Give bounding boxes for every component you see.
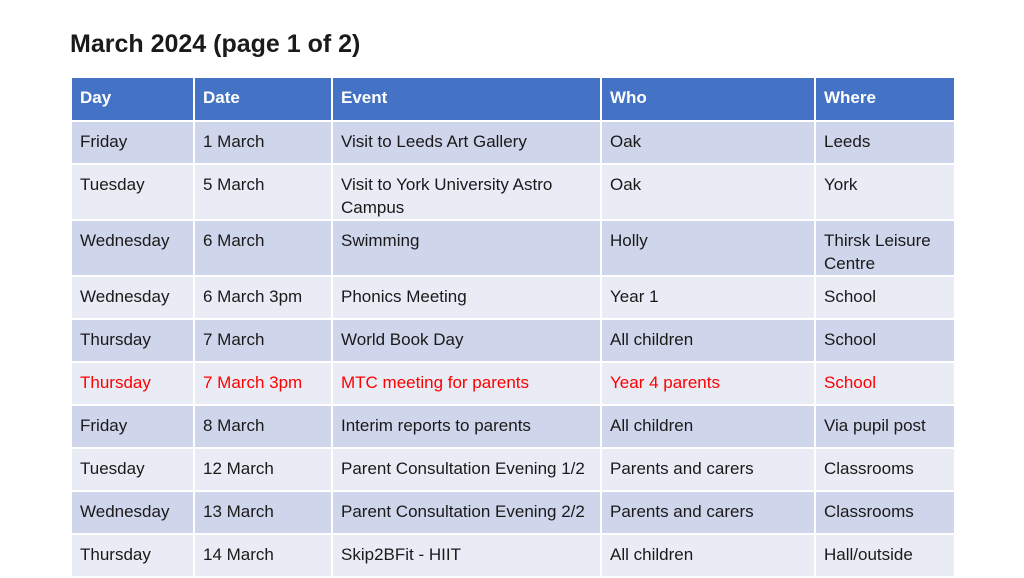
cell-event: Interim reports to parents xyxy=(332,405,601,448)
cell-event: Skip2BFit - HIIT xyxy=(332,534,601,577)
cell-where: School xyxy=(815,276,955,319)
cell-day: Friday xyxy=(71,121,194,164)
cell-event: Visit to York University Astro Campus xyxy=(332,164,601,220)
cell-where: Classrooms xyxy=(815,448,955,491)
cell-event: MTC meeting for parents xyxy=(332,362,601,405)
cell-date: 7 March xyxy=(194,319,332,362)
page-title: March 2024 (page 1 of 2) xyxy=(70,30,361,58)
cell-date: 6 March xyxy=(194,220,332,276)
column-header-who: Who xyxy=(601,77,815,121)
cell-where: Thirsk Leisure Centre xyxy=(815,220,955,276)
cell-who: All children xyxy=(601,534,815,577)
cell-event: World Book Day xyxy=(332,319,601,362)
cell-day: Wednesday xyxy=(71,491,194,534)
cell-who: Oak xyxy=(601,121,815,164)
cell-who: All children xyxy=(601,405,815,448)
cell-date: 7 March 3pm xyxy=(194,362,332,405)
cell-event: Visit to Leeds Art Gallery xyxy=(332,121,601,164)
table-row-highlighted xyxy=(71,362,955,405)
cell-event: Phonics Meeting xyxy=(332,276,601,319)
cell-event: Parent Consultation Evening 1/2 xyxy=(332,448,601,491)
cell-who: Holly xyxy=(601,220,815,276)
cell-day: Wednesday xyxy=(71,276,194,319)
cell-day: Friday xyxy=(71,405,194,448)
cell-who: Year 1 xyxy=(601,276,815,319)
cell-date: 13 March xyxy=(194,491,332,534)
cell-who: All children xyxy=(601,319,815,362)
column-header-where: Where xyxy=(815,77,955,121)
table-row xyxy=(71,405,955,448)
cell-where: Hall/outside xyxy=(815,534,955,577)
cell-event: Swimming xyxy=(332,220,601,276)
cell-day: Thursday xyxy=(71,362,194,405)
cell-where: School xyxy=(815,362,955,405)
cell-date: 8 March xyxy=(194,405,332,448)
cell-where: School xyxy=(815,319,955,362)
cell-event: Parent Consultation Evening 2/2 xyxy=(332,491,601,534)
table-row xyxy=(71,534,955,577)
cell-where: Leeds xyxy=(815,121,955,164)
column-header-event: Event xyxy=(332,77,601,121)
cell-who: Parents and carers xyxy=(601,491,815,534)
cell-day: Thursday xyxy=(71,319,194,362)
cell-who: Oak xyxy=(601,164,815,220)
table-row xyxy=(71,319,955,362)
cell-where: Classrooms xyxy=(815,491,955,534)
cell-date: 14 March xyxy=(194,534,332,577)
cell-date: 6 March 3pm xyxy=(194,276,332,319)
events-table xyxy=(70,76,956,578)
cell-date: 1 March xyxy=(194,121,332,164)
cell-date: 12 March xyxy=(194,448,332,491)
cell-who: Parents and carers xyxy=(601,448,815,491)
column-header-date: Date xyxy=(194,77,332,121)
cell-date: 5 March xyxy=(194,164,332,220)
table-row xyxy=(71,164,955,220)
cell-who: Year 4 parents xyxy=(601,362,815,405)
table-row xyxy=(71,491,955,534)
cell-day: Wednesday xyxy=(71,220,194,276)
cell-day: Tuesday xyxy=(71,448,194,491)
cell-where: York xyxy=(815,164,955,220)
cell-day: Thursday xyxy=(71,534,194,577)
table-row xyxy=(71,121,955,164)
column-header-day: Day xyxy=(71,77,194,121)
table-row xyxy=(71,448,955,491)
table-header-row xyxy=(71,77,955,121)
cell-day: Tuesday xyxy=(71,164,194,220)
cell-where: Via pupil post xyxy=(815,405,955,448)
table-row xyxy=(71,276,955,319)
table-row xyxy=(71,220,955,276)
